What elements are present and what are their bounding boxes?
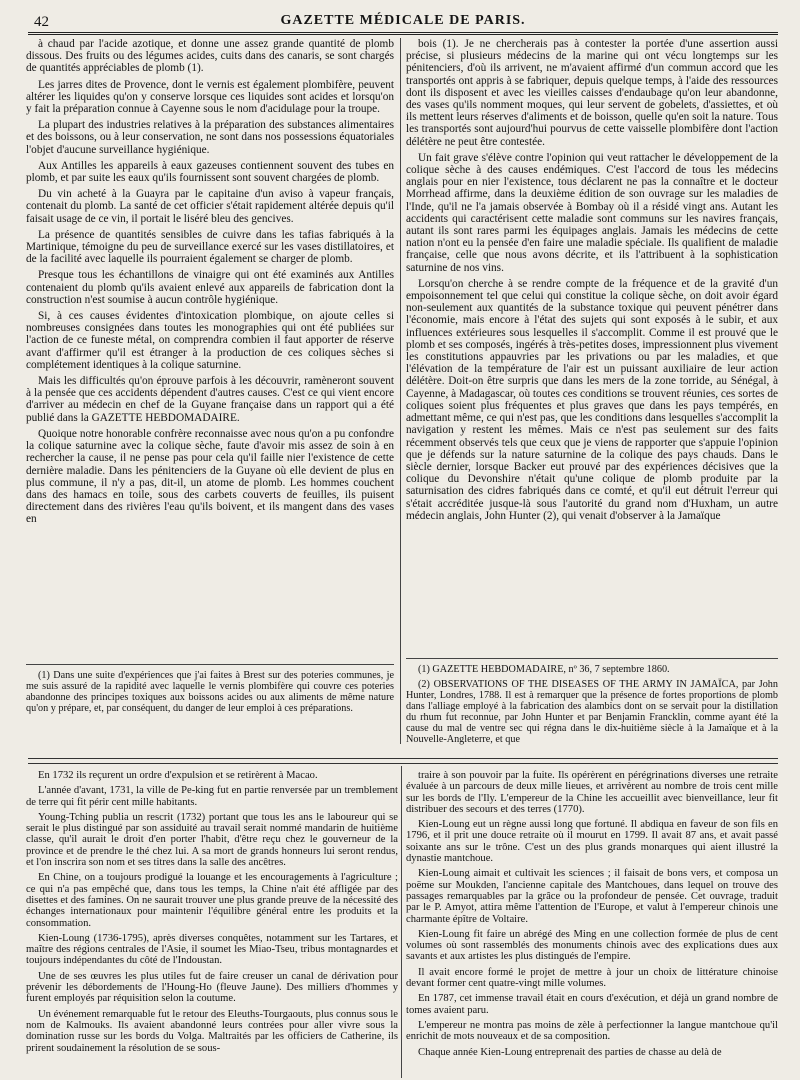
paragraph: En 1732 ils reçurent un ordre d'expulsion et se retirèrent à Macao.: [38, 770, 318, 781]
paragraph: (1) GAZETTE HEBDOMADAIRE, nº 36, 7 septembre 1860.: [418, 664, 670, 675]
page-header: [28, 10, 778, 35]
paragraph: Kien-Loung (1736-1795), après diverses conquêtes, notamment sur les Tartares, et maître des régions centrales de l'Asie, il soumet les Miao-Tseu, tribus montagnardes et toujours indépendantes du côté de l'Indoustan.: [26, 932, 398, 967]
paragraph: La plupart des industries relatives à la préparation des substances alimentaires et des boissons, ou à leur conservation, ne sont dans nos possessions équatoriales l'objet d'aucune surveillance hygiénique.: [26, 119, 394, 156]
paragraph: traire à son pouvoir par la fuite. Ils opérèrent en pérégrinations diverses une retraite évaluée à un parcours de deux mille lieues, et arrivèrent au nombre de trois cent mille sur les bords de l'Ily. L'empereur de la Chine les accueillit avec bienveillance, leur fit distribuer des secours et des terres (1770).: [406, 770, 778, 815]
left-column: [26, 38, 394, 654]
paragraph: Un événement remarquable fut le retour des Eleuths-Tourgaouts, plus connus sous le nom de Kalmouks. Ils avaient abandonné leurs contrées pour aller vivre sous la domination russe sur les bords du Volga. Maltraités par les officiers de Catherine, ils prirent soudainement la résolution de se sous-: [26, 1008, 398, 1054]
paragraph: La présence de quantités sensibles de cuivre dans les tafias fabriqués à la Martinique, témoigne du peu de surveillance exercé sur les vases distillatoires, et de la facilité avec laquelle ils pourraient également se charger de plomb.: [26, 228, 394, 266]
paragraph: L'année d'avant, 1731, la ville de Pe-king fut en partie renversée par un tremblement de terre qui fit périr cent mille habitants.: [26, 785, 398, 808]
paragraph: Il avait encore formé le projet de mettre à jour un choix de littérature chinoise devant former cent quatre-vingt mille volumes.: [406, 966, 778, 990]
paragraph: (1) Dans une suite d'expériences que j'ai faites à Brest sur des poteries communes, je me suis assuré de la rapidité avec laquelle le vernis plombifère qui couvre ces poteries abandonne des principes toxiques aux boissons acides ou aux aliments de même nature qu'on y prépare, et, par conséquent, du danger de leur emploi à ces préparations.: [26, 670, 394, 714]
paragraph: Kien-Loung fit faire un abrégé des Ming en une collection formée de plus de cent volumes où sont rassemblés des monuments chinois avec des explications dues aux savants et aux artistes les plus distingués de l'empire.: [406, 928, 778, 963]
paragraph: L'empereur ne montra pas moins de zèle à perfectionner la langue mantchoue qu'il enrichit de mots nouveaux et de sa composition.: [406, 1019, 778, 1043]
feuilleton-left: [26, 770, 398, 1078]
feuilleton-right: [406, 770, 778, 1078]
paragraph: Kien-Loung aimait et cultivait les sciences ; il faisait de bons vers, et composa un poëme sur Moukden, l'ancienne capitale des Mantchoues, dans lequel on trouve des passages remarquables par la grâce ou la profondeur de pensée. Cet ouvrage, traduit par le P. Amyot, attira même l'attention de l'Europe, et valut à l'empereur chinois une charmante épître de Voltaire.: [406, 868, 778, 925]
page-number: 42: [34, 14, 49, 30]
paragraph: En Chine, on a toujours prodigué la louange et les encouragements à l'agriculture ; ce qui n'a pas empêché que, dans tous les temps, la Chine n'ait été affligée par des disettes et des famines. On ne saurait trouver une plus grande preuve de la nécessité des échanges internationaux pour maintenir l'équilibre général entre les produits et la consommation.: [26, 872, 398, 929]
paragraph: à chaud par l'acide azotique, et donne une assez grande quantité de plomb dissous. Des fruits ou des légumes acides, cuits dans des canaris, se sont chargés de quantités appréciables de plomb (1).: [26, 38, 394, 75]
paragraph: Une de ses œuvres les plus utiles fut de faire creuser un canal de dérivation pour prévenir les débordements de l'Houng-Ho (fleuve Jaune). Des milliers d'hommes y furent employés par réquisition selon la coutume.: [26, 970, 398, 1005]
paragraph: Young-Tching publia un rescrit (1732) portant que tous les ans le laboureur qui se serait le plus distingué par son assiduité au travail serait nommé mandarin de huitième classe, qu'il aurait le droit d'en porter l'habit, d'être reçu chez le gouverneur de la province et de prendre le thé chez lui. A sa mort de grands honneurs lui seront rendus, et l'on inscrira son nom et ses titres dans la salle des ancêtres.: [26, 811, 398, 869]
paragraph: Du vin acheté à la Guayra par le capitaine d'un aviso à vapeur français, contenait du plomb. La santé de cet officier s'était rapidement altérée depuis qu'il faisait usage de ce vin, il portait le liséré bleu des gencives.: [26, 188, 394, 225]
paragraph: Quoique notre honorable confrère reconnaisse avec nous qu'on a pu confondre la colique saturnine avec la colique sèche, faute d'avoir mis assez de soin à en rechercher la cause, il ne pense pas pour cela qu'il faille nier l'existence de cette dernière maladie. Dans les pénitenciers de la Guyane où elle devient de plus en plus commune, il n'y a pas, dit-il, un atome de plomb. Les hommes couchent dans des hamacs en toile, sous des carbets couverts de feuilles, ils puisent directement dans des rivières l'eau qu'ils boivent, et ils mangent dans des vases en: [26, 427, 394, 526]
column-divider: [400, 38, 401, 744]
paragraph: Mais les difficultés qu'on éprouve parfois à les découvrir, ramèneront souvent à la pensée que ces accidents dépendent d'autres causes. C'est ce qui vient encore d'arriver au médecin en chef de la Guyane française dans un rapport qui a été publié dans la GAZETTE HEBDOMADAIRE.: [26, 375, 394, 424]
paragraph: En 1787, cet immense travail était en cours d'exécution, et déjà un grand nombre de tomes avaient paru.: [406, 993, 778, 1016]
paragraph: Kien-Loung eut un règne aussi long que fortuné. Il abdiqua en faveur de son fils en 1796, et il prit une douce retraite où il mourut en 1799. Il avait 87 ans, et avait passé soixante ans sur le trône. C'est un des plus grands monarques qui aient illustré la dynastie mantchoue.: [406, 819, 778, 865]
paragraph: Si, à ces causes évidentes d'intoxication plombique, on ajoute celles si nombreuses consignées dans toutes les monographies qui ont été publiées sur l'action de ce funeste métal, on comprendra combien il faut apporter de réserve avant d'affirmer qu'il est étranger à la production de ces coliques sèches si complétement identiques à la colique saturnine.: [26, 310, 394, 371]
paragraph: Chaque année Kien-Loung entreprenait des parties de chasse au delà de: [418, 1046, 722, 1058]
right-column: [406, 38, 778, 654]
paragraph: Les jarres dites de Provence, dont le vernis est également plombifère, peuvent altérer les liquides qu'on y conserve lorsque ces liquides sont acides et lorsqu'on y fait la préparation connue à Cayenne sous le nom d'acidulage pour la troupe.: [26, 78, 394, 116]
feuilleton-separator: [28, 758, 778, 764]
paragraph: Aux Antilles les appareils à eaux gazeuses contiennent souvent des tubes en plomb, et par suite les eaux qu'ils fournissent sont souvent chargées de plomb.: [26, 159, 394, 185]
footnotes-right: [406, 664, 778, 746]
paragraph: Un fait grave s'élève contre l'opinion qui veut rattacher le développement de la colique sèche à des causes endémiques. C'est l'accord de tous les médecins anglais pour en nier l'existence, tous déclarent ne pas la connaître et le docteur Morrhead affirme, dans la deuxième édition de son ouvrage sur les maladies de l'Inde, qu'il ne l'a jamais observée à Bombay où il a résidé vingt ans. Autant les accidents qui caractérisent cette maladie sont communs sur les navires français, autant ils sont rares parmi les équipages anglais. Jamais les médecins de cette nation n'ont eu la pensée d'en faire une maladie spéciale. Ils qualifient de maladie française, celle que nous avons décrite, et ils l'attribuent à la sophistication saturnine de nos vins.: [406, 151, 778, 274]
paragraph: (2) OBSERVATIONS OF THE DISEASES OF THE ARMY IN JAMAÏCA, par John Hunter, Londres, 1788. Il est à remarquer que la présence de fortes proportions de plomb dans l'alliage employé à la fabrication des alambics dont on se servait pour la distillation du rhum fut reconnue, par John Hunter et par Benjamin Francklin, comme ayant été la cause du mal de ventre sec qui régna dans le dix-huitième siècle à la Jamaïque et à la Nouvelle-Angleterre, et que: [406, 679, 778, 745]
paragraph: Lorsqu'on cherche à se rendre compte de la fréquence et de la gravité d'un empoisonnement tel que celui qui constitue la colique sèche, on doit avoir égard non-seulement aux quantités de la substance toxique qui peuvent pénétrer dans l'économie, mais encore à l'état des sujets qui sont exposés à le subir, et aux influences extérieures sous lesquelles il s'accomplit. Comme il est prouvé que le plomb et ses composés, ingérés à très-petites doses, impressionnent plus vivement les constitutions appauvries par les privations ou par les maladies, et que l'élévation de la température de l'air est un puissant auxiliaire de leur action délétère. Doit-on être surpris que dans les mers de la zone torride, au Sénégal, à Cayenne, à Madagascar, où toutes ces conditions se trouvent réunies, ces sortes de coliques soient plus fréquentes et plus graves que dans les pays tempérés, en admettant même, ce qui n'est pas, que les conditions dans lesquelles s'accomplit la navigation y restent les mêmes. Mais ce n'est pas seulement sur des faits récemment observés tels que ceux que je viens de rapporter que s'appuie l'opinion que je défends sur la nature saturnine de la colique des pays chauds. Dans le siècle dernier, lorsque Backer eut prouvé par des expériences décisives que la colique du Devonshire n'était qu'une colique de plomb produite par la saturnisation des cidres fabriqués dans ce comté, et qu'il eut détruit l'erreur qui s'était accréditée jusque-là sous l'autorité du grand nom d'Huxham, un autre médecin anglais, John Hunter (2), qui venait d'observer à la Jamaïque: [406, 277, 778, 522]
paragraph: bois (1). Je ne chercherais pas à contester la portée d'une assertion aussi précise, si plusieurs médecins de la marine qui ont vécu longtemps sur les pénitenciers, d'où ils arrivent, ne m'avaient affirmé d'un commun accord que les transportés ont appris à se fabriquer, depuis quelque temps, à l'aide des ressources dont ils disposent et avec les vieilles caisses d'endaubage qu'on leur abandonne, des vases qu'ils nomment moques, qui leur servent de gobelets, d'assiettes, et où ils mettent leurs réserves d'aliments et de boisson, quelle qu'en soit la nature. Tous les transportés sont aujourd'hui pourvus de cette vaisselle plombifère dont l'action délétère ne peut être contestée.: [406, 38, 778, 148]
footnote-divider-right: [406, 658, 778, 659]
paragraph: Presque tous les échantillons de vinaigre qui ont été examinés aux Antilles contenaient du plomb qu'ils avaient enlevé aux appareils de fabrication dont la construction n'est soumise à aucun contrôle hygiénique.: [26, 269, 394, 306]
feuilleton-divider: [401, 766, 402, 1078]
footnotes-left: [26, 670, 394, 744]
publication-title: GAZETTE MÉDICALE DE PARIS.: [280, 13, 526, 28]
footnote-divider-left: [26, 664, 394, 665]
